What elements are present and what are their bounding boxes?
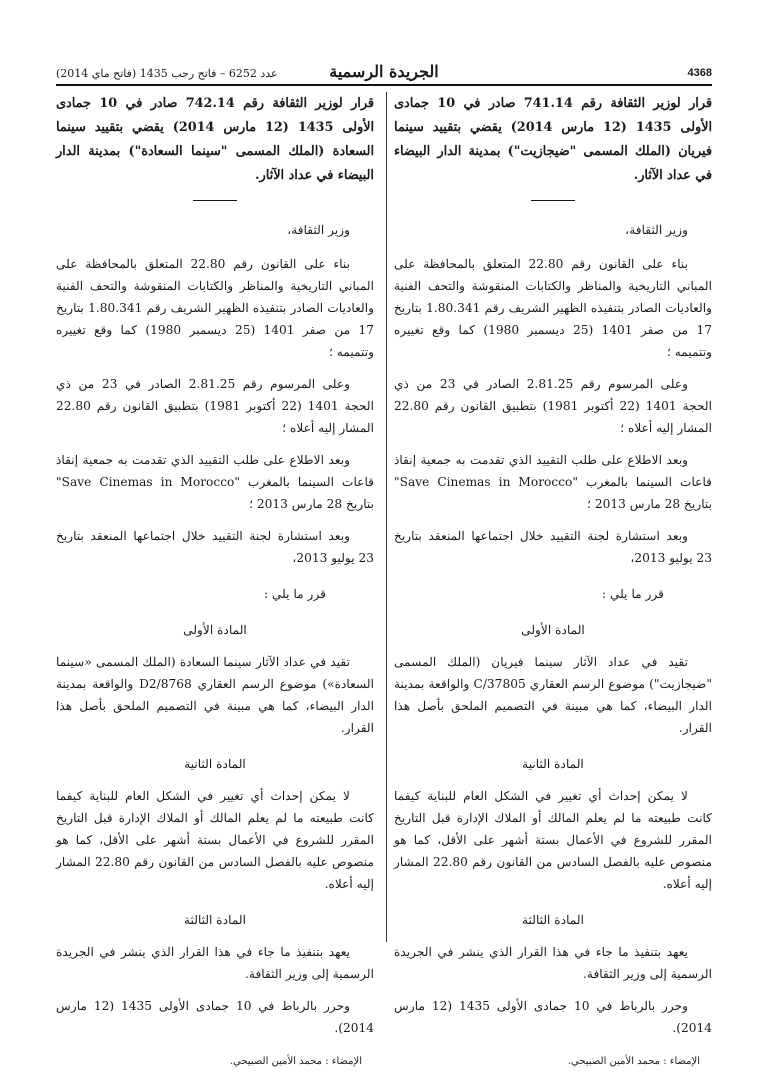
- preamble-paragraph: وعلى المرسوم رقم 2.81.25 الصادر في 23 من ذي الحجة 1401 (22 أكتوبر 1981) بتطبيق القانون رقم 22.80 المشار إليه أعلاه ؛: [394, 377, 712, 435]
- preamble-paragraph: بناء على القانون رقم 22.80 المتعلق بالمحافظة على المباني التاريخية والمناظر والكتابات المنقوشة والتحف الفنية والعاديات الصادر بتنفيذه الظهير الشريف رقم 1.80.341 بتاريخ 17 من صفر 1401 (25 ديسمبر 1980) كما وقع تغييره وتتميمه ؛: [394, 257, 713, 359]
- preamble-paragraph: وبعد استشارة لجنة التقييد خلال اجتماعها المنعقد بتاريخ 23 يوليو 2013،: [56, 529, 374, 565]
- decree-title: قرار لوزير الثقافة رقم 741.14 صادر في 10 جمادى الأولى 1435 (12 مارس 2014) يقضي بتقييد سينما فيريان (الملك المسمى "ضيجازيت") بمدينة الدار البيضاء في عداد الآثار.: [394, 96, 713, 183]
- page-number: 4368: [687, 67, 712, 79]
- page-header: [56, 62, 712, 86]
- article-2-heading: المادة الثانية: [184, 757, 246, 771]
- article-1-text: تقيد في عداد الآثار سينما السعادة (الملك المسمى «سينما السعادة») موضوع الرسم العقاري D2/8768 والواقعة بمدينة الدار البيضاء، كما هي مبينة في التصميم الملحق بأصل هذا القرار.: [56, 655, 374, 735]
- gazette-title: الجريدة الرسمية: [329, 62, 439, 81]
- closing-line: وحرر بالرباط في 10 جمادى الأولى 1435 (12 مارس 2014).: [56, 999, 374, 1035]
- preamble-paragraph: وعلى المرسوم رقم 2.81.25 الصادر في 23 من ذي الحجة 1401 (22 أكتوبر 1981) بتطبيق القانون رقم 22.80 المشار إليه أعلاه ؛: [56, 377, 374, 435]
- closing-line: وحرر بالرباط في 10 جمادى الأولى 1435 (12 مارس 2014).: [394, 999, 712, 1035]
- decided-line: قرر ما يلي :: [264, 587, 326, 601]
- article-2-text: لا يمكن إحداث أي تغيير في الشكل العام للبناية كيفما كانت طبيعته ما لم يعلم المالك أو الملاك الإدارة قبل التاريخ المقرر للشروع في الأعمال بستة أشهر على الأقل، كما هو منصوص عليه بالفصل السادس من القانون رقم 22.80 المشار إليه أعلاه.: [56, 789, 374, 891]
- decree-column-right: [394, 92, 713, 1067]
- article-1-text: تقيد في عداد الآثار سينما فيريان (الملك المسمى "ضيجازيت") موضوع الرسم العقاري C/37805 والواقعة بمدينة الدار البيضاء، كما هي مبينة في التصميم الملحق بأصل هذا القرار.: [394, 655, 712, 735]
- article-1-heading: المادة الأولى: [521, 623, 585, 637]
- decree-column-left: [56, 92, 375, 1067]
- decree-title: قرار لوزير الثقافة رقم 742.14 صادر في 10 جمادى الأولى 1435 (12 مارس 2014) يقضي بتقييد سينما السعادة (الملك المسمى "سينما السعادة") بمدينة الدار البيضاء في عداد الآثار.: [56, 96, 375, 183]
- signature-line: الإمضاء : محمد الأمين الصبيحي.: [229, 1056, 362, 1067]
- article-3-heading: المادة الثالثة: [522, 913, 584, 927]
- article-3-text: يعهد بتنفيذ ما جاء في هذا القرار الذي ينشر في الجريدة الرسمية إلى وزير الثقافة.: [56, 945, 374, 981]
- article-2-text: لا يمكن إحداث أي تغيير في الشكل العام للبناية كيفما كانت طبيعته ما لم يعلم المالك أو الملاك الإدارة قبل التاريخ المقرر للشروع في الأعمال بستة أشهر على الأقل، كما هو منصوص عليه بالفصل السادس من القانون رقم 22.80 المشار إليه أعلاه.: [394, 789, 712, 891]
- signature-line: الإمضاء : محمد الأمين الصبيحي.: [567, 1056, 700, 1067]
- title-rule: [193, 200, 237, 201]
- decided-line: قرر ما يلي :: [602, 587, 664, 601]
- article-3-heading: المادة الثالثة: [184, 913, 246, 927]
- minister-line: وزير الثقافة،: [625, 223, 688, 237]
- preamble-paragraph: بناء على القانون رقم 22.80 المتعلق بالمحافظة على المباني التاريخية والمناظر والكتابات المنقوشة والتحف الفنية والعاديات الصادر بتنفيذه الظهير الشريف رقم 1.80.341 بتاريخ 17 من صفر 1401 (25 ديسمبر 1980) كما وقع تغييره وتتميمه ؛: [56, 257, 375, 359]
- preamble-paragraph: وبعد الاطلاع على طلب التقييد الذي تقدمت به جمعية إنقاذ قاعات السينما بالمغرب "Save Cinemas in Morocco" بتاريخ 28 مارس 2013 ؛: [56, 453, 374, 511]
- title-rule: [531, 200, 575, 201]
- article-1-heading: المادة الأولى: [183, 623, 247, 637]
- article-2-heading: المادة الثانية: [522, 757, 584, 771]
- minister-line: وزير الثقافة،: [287, 223, 350, 237]
- preamble-paragraph: وبعد استشارة لجنة التقييد خلال اجتماعها المنعقد بتاريخ 23 يوليو 2013،: [394, 529, 712, 565]
- column-divider: [386, 92, 387, 942]
- issue-info: عدد 6252 – فاتح رجب 1435 (فاتح ماي 2014): [56, 67, 278, 80]
- article-3-text: يعهد بتنفيذ ما جاء في هذا القرار الذي ينشر في الجريدة الرسمية إلى وزير الثقافة.: [394, 945, 712, 981]
- preamble-paragraph: وبعد الاطلاع على طلب التقييد الذي تقدمت به جمعية إنقاذ قاعات السينما بالمغرب "Save Cinemas in Morocco" بتاريخ 28 مارس 2013 ؛: [394, 453, 712, 511]
